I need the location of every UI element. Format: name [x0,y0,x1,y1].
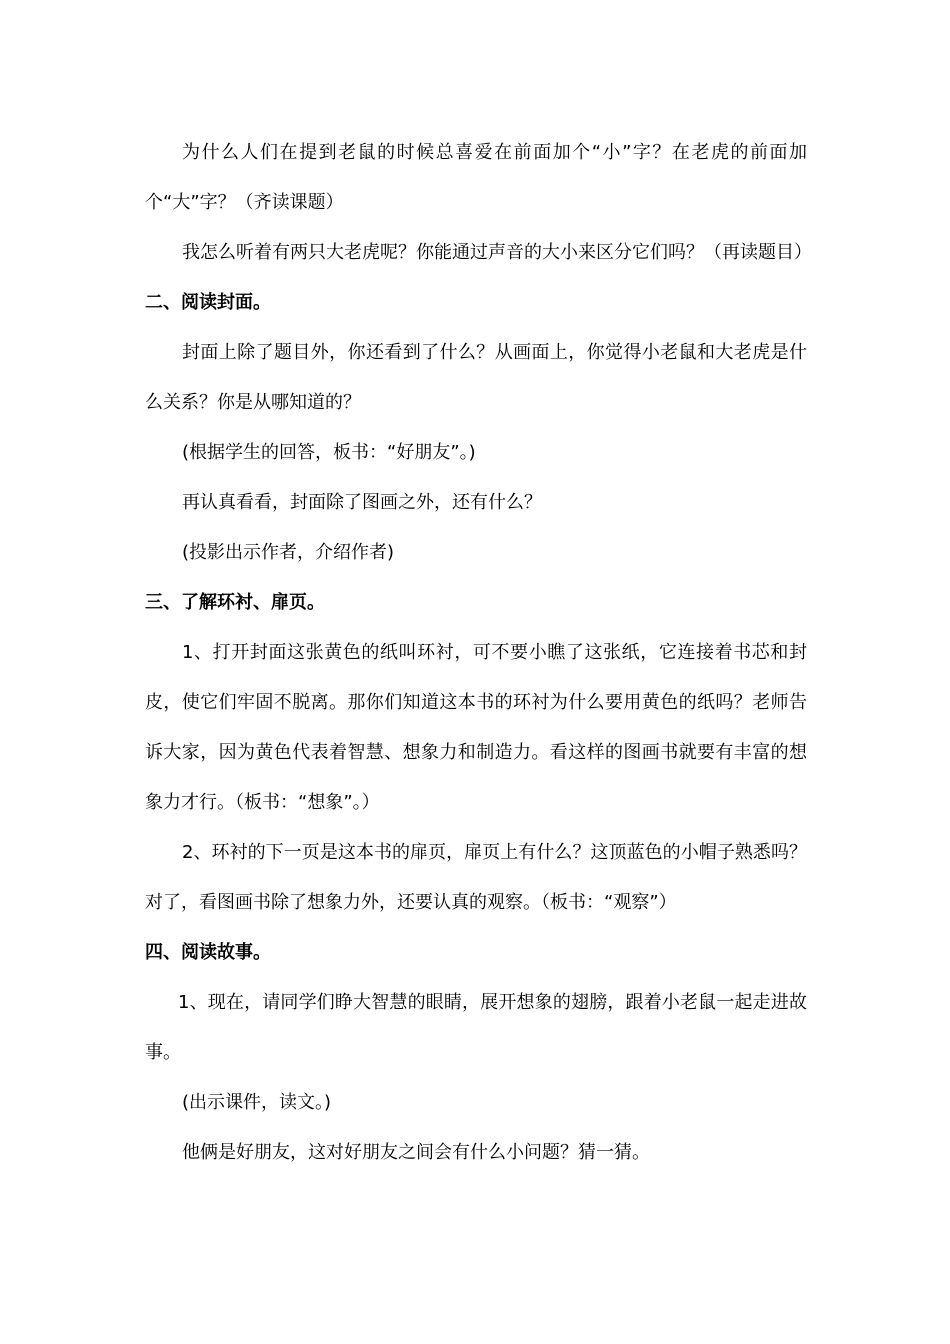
document-page [145,128,812,1178]
paragraph-8: 2、环衬的下一页是这本书的扉页，扉页上有什么？这顶蓝色的小帽子熟悉吗？对了，看图画书除了想象力外，还要认真的观察。（板书：“观察”） [145,842,807,913]
paragraph-3: 封面上除了题目外，你还看到了什么？从画面上，你觉得小老鼠和大老虎是什么关系？你是从哪知道的？ [145,342,807,413]
paragraph-2: 我怎么听着有两只大老虎呢？你能通过声音的大小来区分它们吗？（再读题目） [182,242,812,263]
paragraph-10: (出示课件，读文。) [182,1092,332,1113]
paragraph-5: 再认真看看，封面除了图画之外，还有什么？ [182,492,542,513]
paragraph-11: 他俩是好朋友，这对好朋友之间会有什么小问题？猜一猜。 [182,1142,650,1163]
section-heading-2: 二、阅读封面。 [145,292,271,313]
section-heading-3: 三、了解环衬、扉页。 [145,592,325,613]
paragraph-6: (投影出示作者，介绍作者) [182,542,395,563]
paragraph-1: 为什么人们在提到老鼠的时候总喜爱在前面加个“小”字？在老虎的前面加个“大”字？（齐读课题） [145,142,807,213]
section-heading-4: 四、阅读故事。 [145,942,271,963]
paragraph-4: (根据学生的回答，板书：“好朋友”。) [182,442,476,463]
paragraph-9: 1、现在，请同学们睁大智慧的眼睛，展开想象的翅膀，跟着小老鼠一起走进故事。 [145,992,807,1063]
paragraph-7: 1、打开封面这张黄色的纸叫环衬，可不要小瞧了这张纸，它连接着书芯和封皮，使它们牢固不脱离。那你们知道这本书的环衬为什么要用黄色的纸吗？老师告诉大家，因为黄色代表着智慧、想象力和制造力。看这样的图画书就要有丰富的想象力才行。（板书：“想象”。） [145,642,807,813]
